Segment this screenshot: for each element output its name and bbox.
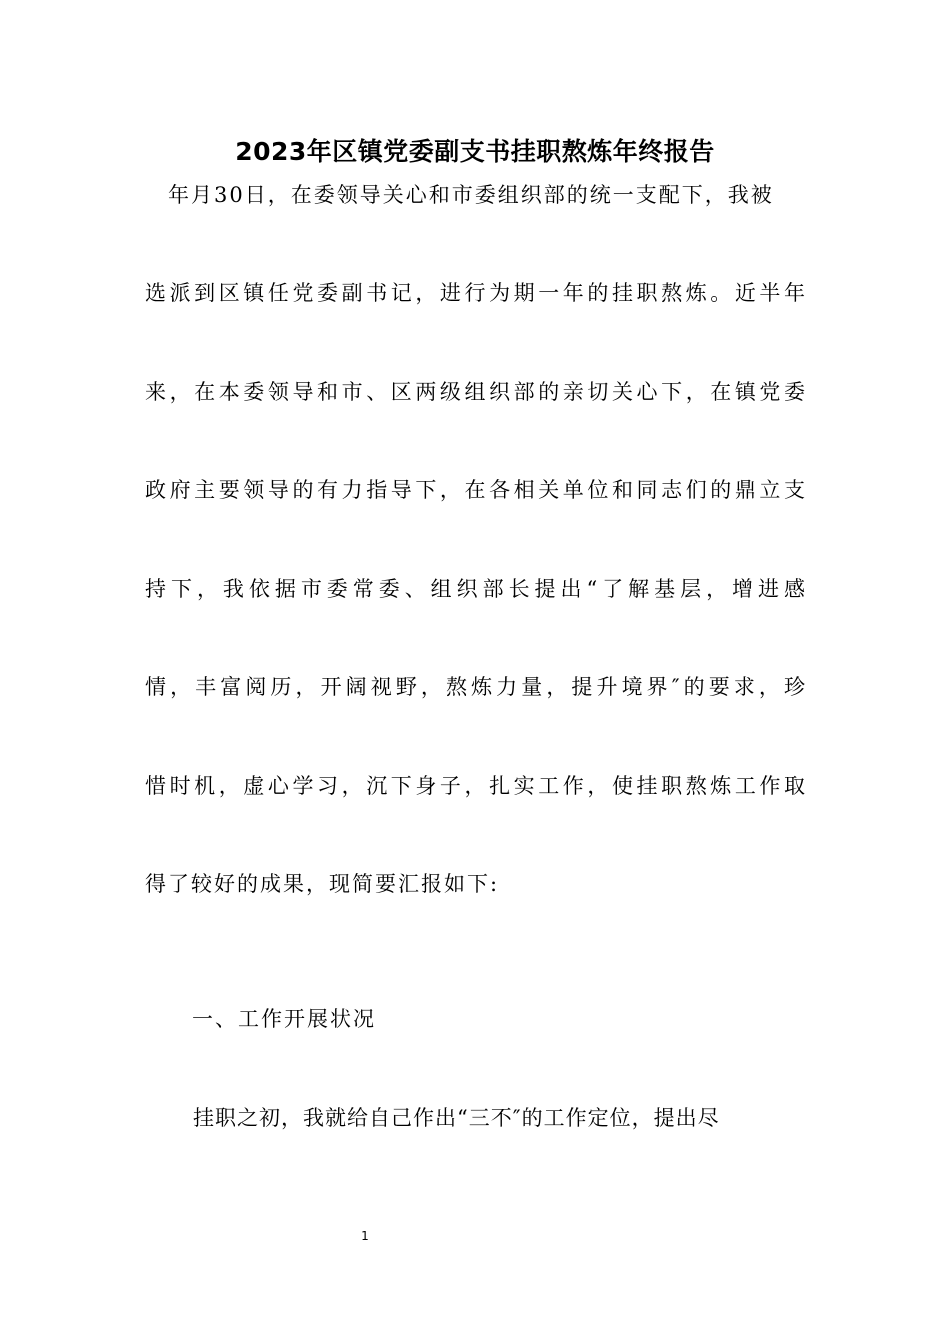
paragraph-line-3: 来，在本委领导和市、区两级组织部的亲切关心下，在镇党委 bbox=[145, 380, 805, 404]
paragraph-line-9: 挂职之初，我就给自己作出“三不″的工作定位，提出尽 bbox=[193, 1106, 720, 1130]
section-heading: 一、工作开展状况 bbox=[192, 1007, 376, 1031]
paragraph-line-8: 得了较好的成果，现简要汇报如下: bbox=[145, 872, 500, 896]
document-title: 2023年区镇党委副支书挂职熬炼年终报告 bbox=[235, 137, 715, 166]
paragraph-line-2: 选派到区镇任党委副书记，进行为期一年的挂职熬炼。近半年 bbox=[145, 281, 805, 305]
paragraph-line-7: 惜时机，虚心学习，沉下身子，扎实工作，使挂职熬炼工作取 bbox=[145, 774, 805, 798]
paragraph-line-6: 情，丰富阅历，开阔视野，熬炼力量，提升境界″的要求，珍 bbox=[145, 675, 805, 699]
page-number: 1 bbox=[361, 1229, 369, 1243]
paragraph-line-5: 持下，我依据市委常委、组织部长提出“了解基层，增进感 bbox=[145, 577, 805, 601]
paragraph-line-1: 年月30日，在委领导关心和市委组织部的统一支配下，我被 bbox=[168, 183, 774, 207]
paragraph-line-4: 政府主要领导的有力指导下，在各相关单位和同志们的鼎立支 bbox=[145, 478, 805, 502]
